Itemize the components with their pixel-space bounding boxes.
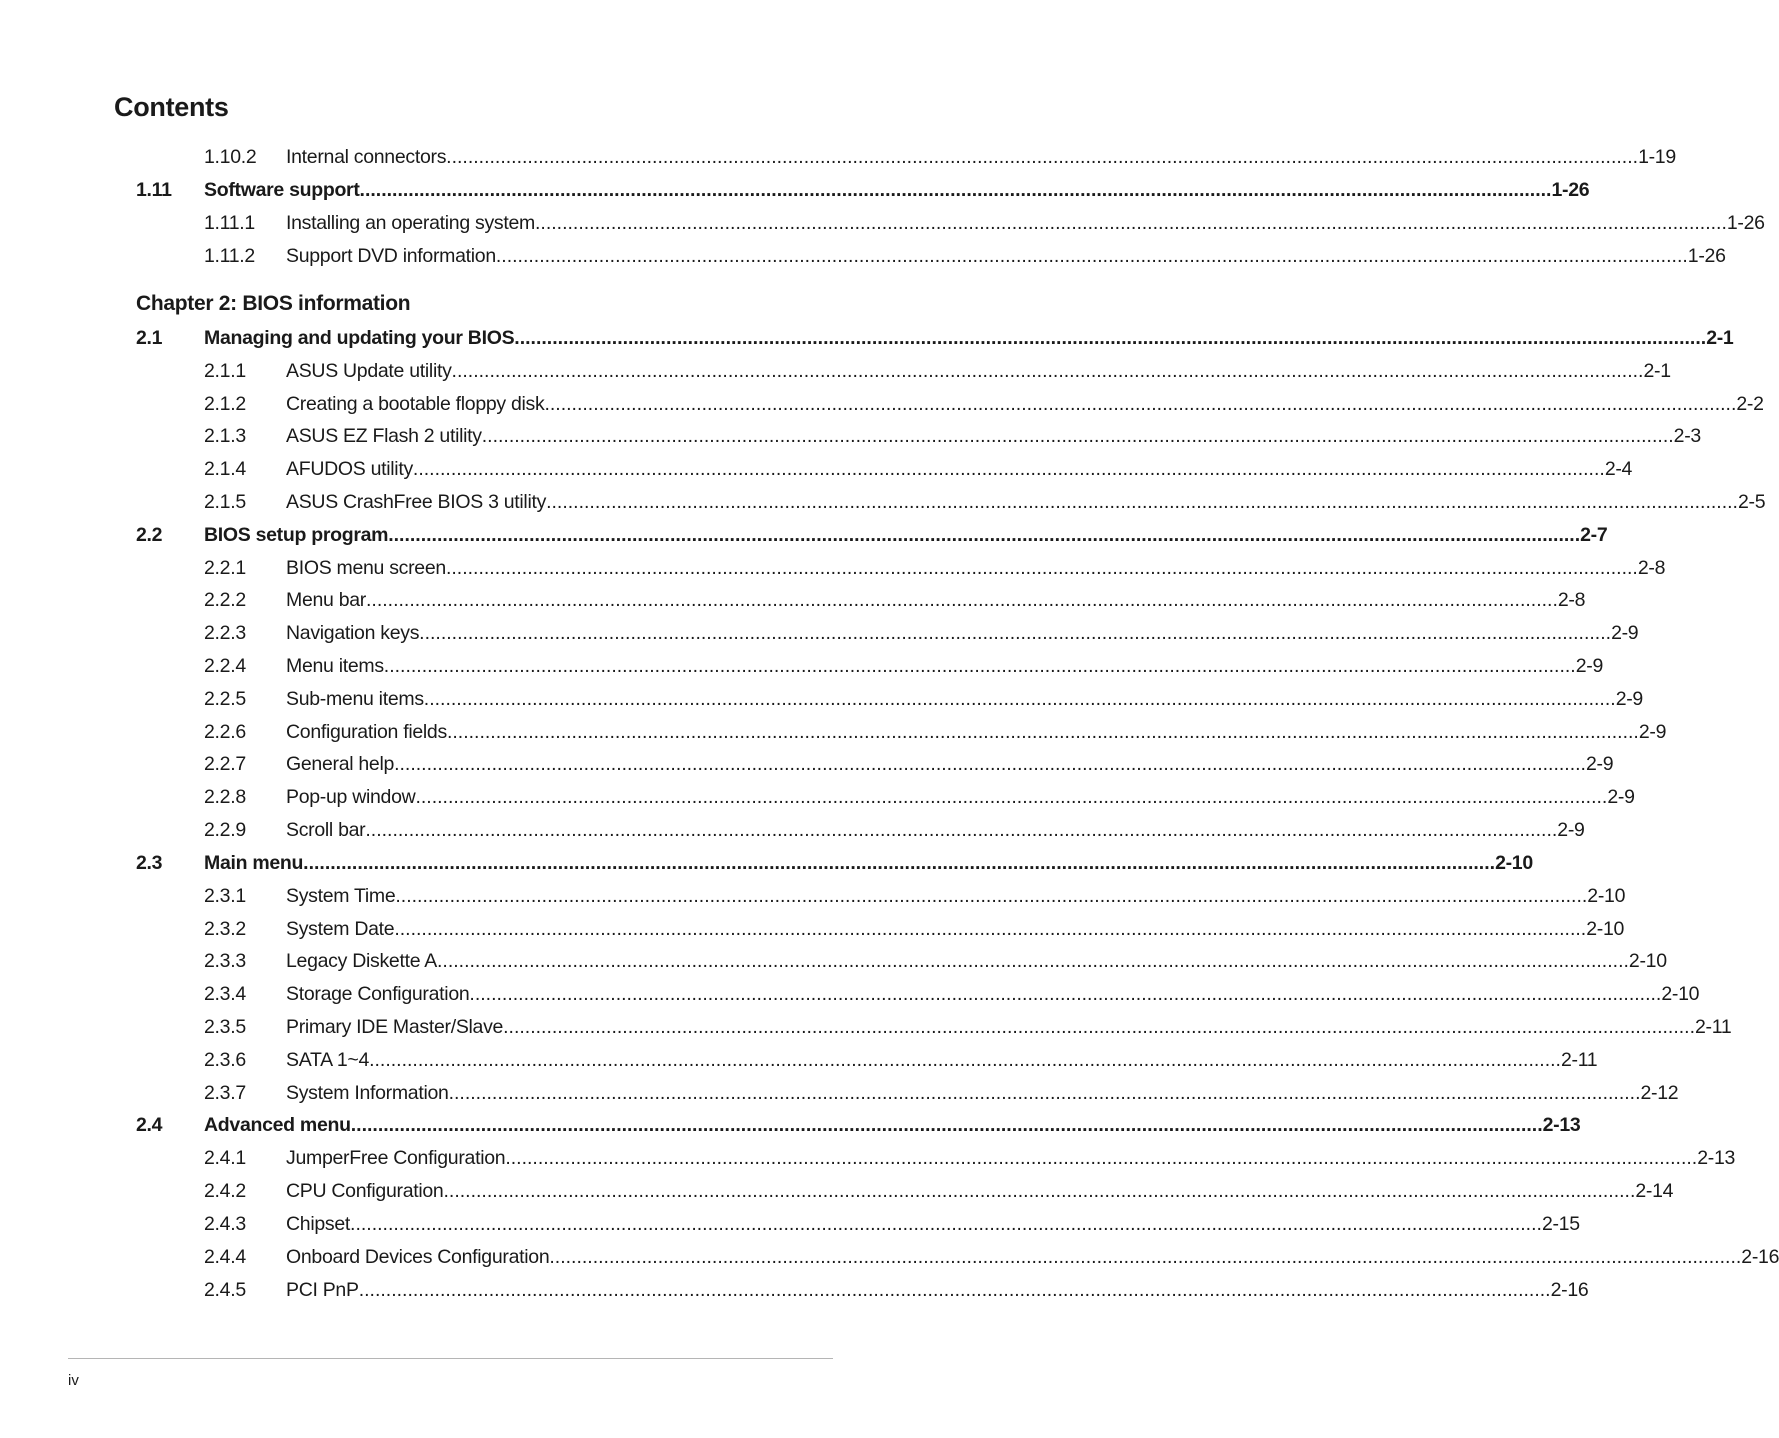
toc-entry-number: 2.4.5 xyxy=(204,1279,246,1301)
dot-leader: ............................................................................................................................................................................................................................ xyxy=(451,360,1644,382)
toc-entry-page: 2-4 xyxy=(1604,458,1633,480)
toc-entry-page: 2-16 xyxy=(1741,1246,1779,1268)
toc-entry-title: Pop-up window xyxy=(286,786,416,808)
toc-entry-page: 2-2 xyxy=(1736,393,1764,415)
toc-entry-number: 2.3.5 xyxy=(204,1016,246,1038)
toc-entry-number: 2.3.2 xyxy=(204,918,246,940)
toc-entry-number: 2.2.6 xyxy=(204,721,246,743)
toc-subsection-entry[interactable] xyxy=(0,585,1586,615)
toc-subsection-entry[interactable] xyxy=(0,553,1666,583)
dot-leader: ............................................................................................................................................................................................................................ xyxy=(365,589,1558,611)
dot-leader: ............................................................................................................................................................................................................................ xyxy=(415,786,1608,808)
toc-entry-page: 2-8 xyxy=(1557,589,1586,611)
toc-entry-title: Onboard Devices Configuration xyxy=(286,1246,550,1268)
dot-leader: ............................................................................................................................................................................................................................ xyxy=(369,1049,1561,1071)
toc-entry-number: 2.2.9 xyxy=(204,819,246,841)
toc-entry-number: 2.4.1 xyxy=(204,1147,246,1169)
toc-entry-title: JumperFree Configuration xyxy=(286,1147,506,1169)
toc-entry-title: Menu bar xyxy=(286,589,366,611)
toc-entry-title: General help xyxy=(286,753,395,775)
toc-entry-page: 2-8 xyxy=(1637,557,1666,579)
toc-entry-number: 2.1.1 xyxy=(204,360,246,382)
dot-leader: ............................................................................................................................................................................................................................ xyxy=(394,753,1586,775)
toc-entry-title: Storage Configuration xyxy=(286,983,470,1005)
toc-entry-title: Scroll bar xyxy=(286,819,366,841)
dot-leader: ............................................................................................................................................................................................................................ xyxy=(350,1114,1543,1136)
toc-entry-page: 2-3 xyxy=(1673,425,1701,447)
toc-entry-number: 2.4.3 xyxy=(204,1213,246,1235)
toc-entry-page: 2-15 xyxy=(1541,1213,1580,1235)
dot-leader: ............................................................................................................................................................................................................................ xyxy=(394,918,1587,940)
toc-entry-page: 2-11 xyxy=(1695,1016,1732,1038)
dot-leader: ............................................................................................................................................................................................................................ xyxy=(534,212,1727,234)
toc-entry-number: 2.1.2 xyxy=(204,393,246,415)
dot-leader: ............................................................................................................................................................................................................................ xyxy=(437,950,1629,972)
toc-subsection-entry[interactable] xyxy=(0,1176,1674,1206)
toc-entry-number: 1.11.1 xyxy=(204,212,255,234)
toc-entry-number: 2.2.3 xyxy=(204,622,246,644)
dot-leader: ............................................................................................................................................................................................................................ xyxy=(443,1180,1636,1202)
dot-leader: ............................................................................................................................................................................................................................ xyxy=(446,146,1639,168)
toc-subsection-entry[interactable] xyxy=(0,1275,1589,1305)
toc-entry-number: 2.1.5 xyxy=(204,491,246,513)
dot-leader: ............................................................................................................................................................................................................................ xyxy=(445,557,1638,579)
toc-entry-title: Chipset xyxy=(286,1213,351,1235)
toc-entry-page: 1-26 xyxy=(1687,245,1726,267)
toc-entry-page: 2-10 xyxy=(1628,950,1667,972)
toc-entry-number: 1.11.2 xyxy=(204,245,255,267)
toc-entry-title: System Time xyxy=(286,885,396,907)
toc-entry-title: ASUS Update utility xyxy=(286,360,452,382)
toc-entry-title: Installing an operating system xyxy=(286,212,535,234)
toc-entry-title: Main menu xyxy=(204,852,304,874)
toc-entry-number: 2.1 xyxy=(136,327,163,349)
toc-entry-title: Support DVD information xyxy=(286,245,496,267)
dot-leader: ............................................................................................................................................................................................................................ xyxy=(546,491,1738,513)
toc-section-entry[interactable] xyxy=(0,323,1734,353)
toc-subsection-entry[interactable] xyxy=(0,208,1765,238)
footer-divider xyxy=(68,1358,833,1359)
toc-entry-title: Primary IDE Master/Slave xyxy=(286,1016,504,1038)
dot-leader: ............................................................................................................................................................................................................................ xyxy=(419,622,1612,644)
toc-subsection-entry[interactable] xyxy=(0,979,1700,1009)
toc-entry-page: 2-16 xyxy=(1550,1279,1589,1301)
toc-entry-page: 2-1 xyxy=(1643,360,1671,382)
toc-section-entry[interactable] xyxy=(0,1110,1581,1140)
toc-entry-number: 2.2.8 xyxy=(204,786,246,808)
toc-subsection-entry[interactable] xyxy=(0,782,1635,812)
toc-subsection-entry[interactable] xyxy=(0,421,1701,451)
toc-entry-page: 2-7 xyxy=(1580,524,1608,546)
toc-subsection-entry[interactable] xyxy=(0,684,1643,714)
toc-entry-number: 2.2.4 xyxy=(204,655,246,677)
toc-entry-title: Configuration fields xyxy=(286,721,447,743)
toc-entry-title: AFUDOS utility xyxy=(286,458,413,480)
toc-entry-number: 1.11 xyxy=(136,179,172,201)
toc-entry-page: 2-9 xyxy=(1638,721,1667,743)
toc-entry-title: ASUS CrashFree BIOS 3 utility xyxy=(286,491,547,513)
toc-entry-number: 2.2 xyxy=(136,524,163,546)
toc-entry-page: 2-10 xyxy=(1587,885,1626,907)
toc-entry-number: 2.3.1 xyxy=(204,885,246,907)
toc-subsection-entry[interactable] xyxy=(0,1078,1679,1108)
dot-leader: ............................................................................................................................................................................................................................ xyxy=(412,458,1605,480)
toc-entry-page: 1-26 xyxy=(1726,212,1765,234)
toc-entry-page: 2-10 xyxy=(1495,852,1533,874)
dot-leader: ............................................................................................................................................................................................................................ xyxy=(350,1213,1542,1235)
toc-entry-title: CPU Configuration xyxy=(286,1180,444,1202)
dot-leader: ............................................................................................................................................................................................................................ xyxy=(446,721,1639,743)
toc-entry-number: 2.2.1 xyxy=(204,557,246,579)
dot-leader: ............................................................................................................................................................................................................................ xyxy=(388,524,1581,546)
toc-section-entry[interactable] xyxy=(0,175,1590,205)
dot-leader: ............................................................................................................................................................................................................................ xyxy=(303,852,1496,874)
toc-section-entry[interactable] xyxy=(0,520,1608,550)
toc-entry-page: 2-9 xyxy=(1585,753,1614,775)
toc-entry-page: 2-10 xyxy=(1586,918,1625,940)
toc-entry-title: Internal connectors xyxy=(286,146,447,168)
toc-entry-page: 2-10 xyxy=(1661,983,1700,1005)
toc-entry-number: 2.2.7 xyxy=(204,753,246,775)
dot-leader: ............................................................................................................................................................................................................................ xyxy=(505,1147,1698,1169)
toc-subsection-entry[interactable] xyxy=(0,356,1671,386)
toc-entry-title: SATA 1~4 xyxy=(286,1049,370,1071)
toc-subsection-entry[interactable] xyxy=(0,454,1633,484)
dot-leader: ............................................................................................................................................................................................................................ xyxy=(423,688,1616,710)
toc-entry-title: Software support xyxy=(204,179,360,201)
toc-subsection-entry[interactable] xyxy=(0,946,1667,976)
toc-entry-number: 2.1.4 xyxy=(204,458,246,480)
toc-entry-title: Creating a bootable floppy disk xyxy=(286,393,545,415)
toc-entry-page: 2-13 xyxy=(1542,1114,1581,1136)
toc-entry-title: System Date xyxy=(286,918,395,940)
toc-entry-number: 2.1.3 xyxy=(204,425,246,447)
toc-entry-page: 2-13 xyxy=(1697,1147,1736,1169)
toc-entry-number: 2.2.2 xyxy=(204,589,246,611)
toc-entry-page: 1-26 xyxy=(1551,179,1590,201)
toc-subsection-entry[interactable] xyxy=(0,717,1667,747)
toc-subsection-entry[interactable] xyxy=(0,914,1625,944)
toc-entry-page: 2-11 xyxy=(1560,1049,1598,1071)
toc-entry-title: Legacy Diskette A xyxy=(286,950,437,972)
toc-entry-title: BIOS setup program xyxy=(204,524,389,546)
dot-leader: ............................................................................................................................................................................................................................ xyxy=(365,819,1558,841)
toc-subsection-entry[interactable] xyxy=(0,1242,1779,1272)
dot-leader: ............................................................................................................................................................................................................................ xyxy=(481,425,1674,447)
toc-entry-title: BIOS menu screen xyxy=(286,557,446,579)
dot-leader: ............................................................................................................................................................................................................................ xyxy=(514,327,1707,349)
page-title: Contents xyxy=(114,92,229,122)
dot-leader: ............................................................................................................................................................................................................................ xyxy=(395,885,1588,907)
toc-subsection-entry[interactable] xyxy=(0,651,1603,681)
dot-leader: ............................................................................................................................................................................................................................ xyxy=(495,245,1688,267)
dot-leader: ............................................................................................................................................................................................................................ xyxy=(358,1279,1551,1301)
toc-entry-title: Menu items xyxy=(286,655,384,677)
toc-subsection-entry[interactable] xyxy=(0,1209,1580,1239)
dot-leader: ............................................................................................................................................................................................................................ xyxy=(544,393,1737,415)
toc-subsection-entry[interactable] xyxy=(0,389,1764,419)
toc-entry-number: 2.3.6 xyxy=(204,1049,246,1071)
toc-entry-page: 2-9 xyxy=(1611,622,1639,644)
toc-entry-number: 2.3.3 xyxy=(204,950,246,972)
toc-entry-title: PCI PnP xyxy=(286,1279,359,1301)
toc-entry-page: 2-14 xyxy=(1635,1180,1674,1202)
toc-entry-page: 2-9 xyxy=(1575,655,1603,677)
toc-subsection-entry[interactable] xyxy=(0,487,1766,517)
toc-entry-page: 2-5 xyxy=(1737,491,1766,513)
dot-leader: ............................................................................................................................................................................................................................ xyxy=(549,1246,1742,1268)
toc-entry-number: 1.10.2 xyxy=(204,146,257,168)
toc-subsection-entry[interactable] xyxy=(0,749,1614,779)
toc-entry-page: 1-19 xyxy=(1638,146,1676,168)
dot-leader: ............................................................................................................................................................................................................................ xyxy=(448,1082,1641,1104)
toc-subsection-entry[interactable] xyxy=(0,1045,1598,1075)
page-number: iv xyxy=(68,1372,79,1389)
toc-subsection-entry[interactable] xyxy=(0,815,1585,845)
chapter-heading: Chapter 2: BIOS information xyxy=(136,292,411,315)
dot-leader: ............................................................................................................................................................................................................................ xyxy=(469,983,1662,1005)
toc-entry-number: 2.4.2 xyxy=(204,1180,246,1202)
toc-entry-title: Sub-menu items xyxy=(286,688,424,710)
dot-leader: ............................................................................................................................................................................................................................ xyxy=(359,179,1552,201)
toc-entry-title: Navigation keys xyxy=(286,622,420,644)
toc-subsection-entry[interactable] xyxy=(0,142,1676,172)
toc-entry-page: 2-9 xyxy=(1607,786,1635,808)
toc-subsection-entry[interactable] xyxy=(0,1012,1732,1042)
toc-entry-number: 2.2.5 xyxy=(204,688,246,710)
toc-section-entry[interactable] xyxy=(0,848,1533,878)
toc-entry-page: 2-9 xyxy=(1557,819,1585,841)
toc-subsection-entry[interactable] xyxy=(0,241,1726,271)
toc-entry-title: Managing and updating your BIOS xyxy=(204,327,515,349)
dot-leader: ............................................................................................................................................................................................................................ xyxy=(383,655,1576,677)
dot-leader: ............................................................................................................................................................................................................................ xyxy=(503,1016,1696,1038)
toc-entry-title: System Information xyxy=(286,1082,449,1104)
toc-entry-page: 2-9 xyxy=(1615,688,1643,710)
toc-entry-number: 2.3 xyxy=(136,852,163,874)
toc-subsection-entry[interactable] xyxy=(0,1143,1736,1173)
toc-entry-page: 2-1 xyxy=(1706,327,1734,349)
toc-entry-page: 2-12 xyxy=(1640,1082,1679,1104)
toc-entry-title: Advanced menu xyxy=(204,1114,351,1136)
toc-subsection-entry[interactable] xyxy=(0,618,1639,648)
toc-subsection-entry[interactable] xyxy=(0,881,1626,911)
toc-entry-number: 2.4 xyxy=(136,1114,163,1136)
toc-entry-title: ASUS EZ Flash 2 utility xyxy=(286,425,482,447)
toc-entry-number: 2.4.4 xyxy=(204,1246,246,1268)
toc-entry-number: 2.3.4 xyxy=(204,983,246,1005)
toc-entry-number: 2.3.7 xyxy=(204,1082,246,1104)
